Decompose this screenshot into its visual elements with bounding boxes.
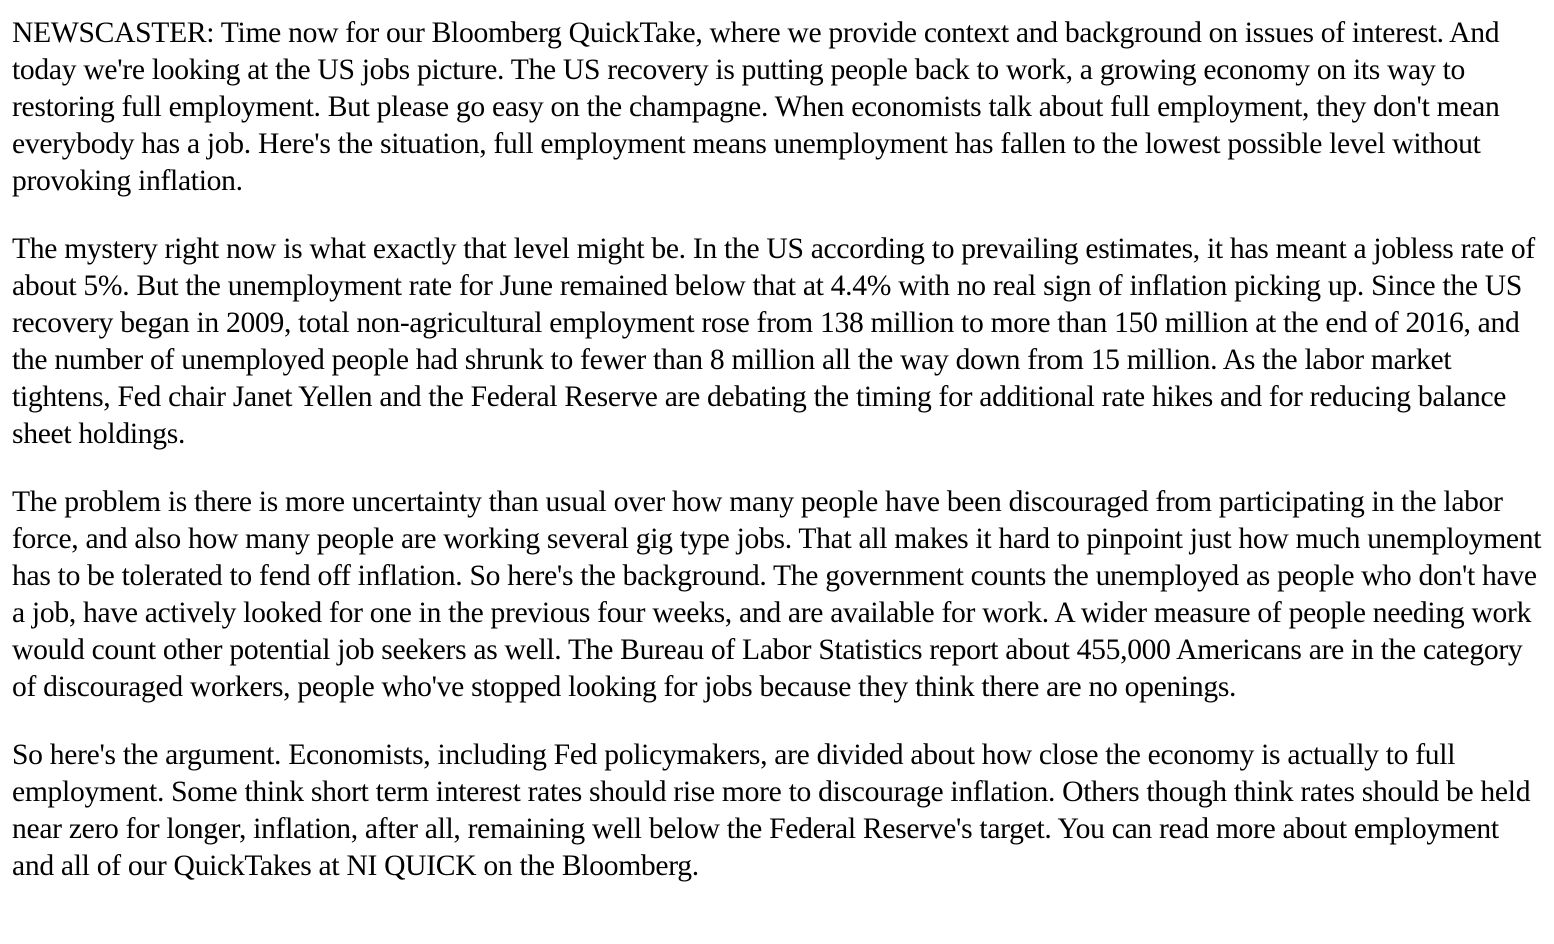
transcript-paragraph-1: NEWSCASTER: Time now for our Bloomberg QuickTake, where we provide context and background on issues of interest. And today we're looking at the US jobs picture. The US recovery is putting people back to work, a growing economy on its way to restoring full employment. But please go easy on the champagne. When economists talk about full employment, they don't mean everybody has a job. Here's the situation, full employment means unemployment has fallen to the lowest possible level without provoking inflation.: [12, 17, 1500, 197]
transcript-body: [12, 15, 1544, 885]
transcript-paragraph-3: The problem is there is more uncertainty than usual over how many people have been discouraged from participating in the labor force, and also how many people are working several gig type jobs. That all makes it hard to pinpoint just how much unemployment has to be tolerated to fend off inflation. So here's the background. The government counts the unemployed as people who don't have a job, have actively looked for one in the previous four weeks, and are available for work. A wider measure of people needing work would count other potential job seekers as well. The Bureau of Labor Statistics report about 455,000 Americans are in the category of discouraged workers, people who've stopped looking for jobs because they think there are no openings.: [12, 486, 1542, 703]
transcript-paragraph-4: So here's the argument. Economists, including Fed policymakers, are divided about how close the economy is actually to full employment. Some think short term interest rates should rise more to discourage inflation. Others though think rates should be held near zero for longer, inflation, after all, remaining well below the Federal Reserve's target. You can read more about employment and all of our QuickTakes at NI QUICK on the Bloomberg.: [12, 739, 1531, 882]
transcript-paragraph-2: The mystery right now is what exactly that level might be. In the US according to prevailing estimates, it has meant a jobless rate of about 5%. But the unemployment rate for June remained below that at 4.4% with no real sign of inflation picking up. Since the US recovery began in 2009, total non-agricultural employment rose from 138 million to more than 150 million at the end of 2016, and the number of unemployed people had shrunk to fewer than 8 million all the way down from 15 million. As the labor market tightens, Fed chair Janet Yellen and the Federal Reserve are debating the timing for additional rate hikes and for reducing balance sheet holdings.: [12, 233, 1535, 450]
